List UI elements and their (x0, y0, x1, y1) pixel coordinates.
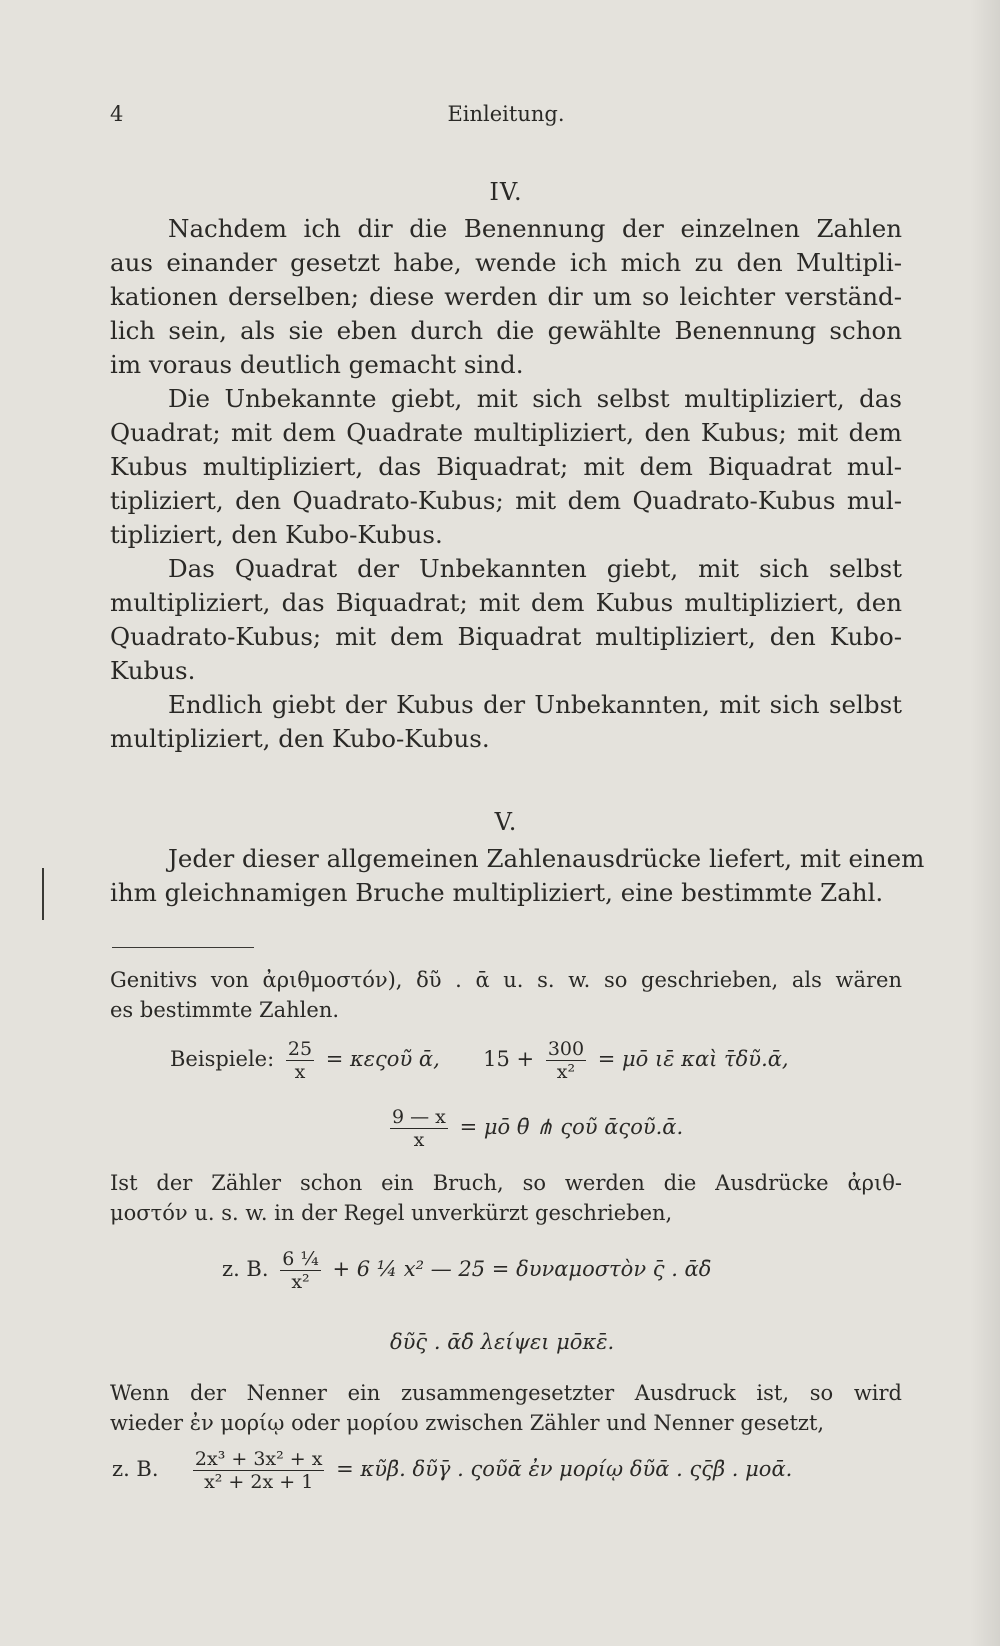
numerator: 6 ¼ (282, 1248, 319, 1270)
paragraph-cube-powers (110, 688, 902, 756)
text-line: Quadrat; mit dem Quadrate multipliziert, den Kubus; mit dem (110, 418, 902, 447)
text-line: Jeder dieser allgemeinen Zahlenausdrücke liefert, mit einem (168, 844, 925, 873)
fraction (286, 1038, 314, 1083)
section-heading-iv: IV. (489, 178, 523, 206)
text-line: Quadrato-Kubus; mit dem Biquadrat multipliziert, den Kubo- (110, 622, 902, 651)
formula-label: z. B. (222, 1257, 269, 1281)
footnote-line: Ist der Zähler schon ein Bruch, so werden die Ausdrücke ἀριθ- (110, 1171, 902, 1195)
page-header (110, 102, 902, 134)
footnote-middle (110, 1168, 902, 1228)
footnote-line: es bestimmte Zahlen. (110, 998, 340, 1022)
text-line: multipliziert, den Kubo-Kubus. (110, 724, 490, 753)
formula-example-2 (385, 1106, 683, 1151)
paragraph-square-powers (110, 552, 902, 688)
text-line: kationen derselben; diese werden dir um so leichter verständ- (110, 282, 902, 311)
formula-rhs: = μο̄ ιε̄ καὶ τ̄δῦ.ᾱ, (597, 1047, 789, 1071)
denominator: x² + 2x + 1 (193, 1470, 325, 1493)
formula-label: z. B. (112, 1457, 159, 1481)
section-heading-v: V. (494, 808, 518, 836)
fraction (193, 1448, 325, 1493)
numerator: 9 — x (392, 1106, 446, 1128)
text-line: tipliziert, den Kubo-Kubus. (110, 520, 443, 549)
numerator: 300 (547, 1038, 585, 1060)
fraction (546, 1038, 586, 1083)
formula-rhs: = κεςοῦ ᾱ, (325, 1047, 440, 1071)
footnote-rule (112, 947, 254, 948)
text-line: ihm gleichnamigen Bruche multipliziert, eine bestimmte Zahl. (110, 878, 884, 907)
footnote-line: Genitivs von ἀριθμοστόν), δῦ . ᾱ u. s. w. so geschrieben, als wären (110, 968, 902, 992)
page-number: 4 (110, 102, 124, 126)
text-line: Das Quadrat der Unbekannten giebt, mit sich selbst (168, 554, 902, 583)
text-line: aus einander gesetzt habe, wende ich mich zu den Multipli- (110, 248, 902, 277)
margin-pencil-mark (42, 868, 44, 920)
formula-example-1 (170, 1038, 789, 1083)
formula-label: Beispiele: (170, 1047, 275, 1071)
footnote-line: Wenn der Nenner ein zusammengesetzter Ausdruck ist, so wird (110, 1381, 902, 1405)
text-line: Kubus. (110, 656, 196, 685)
formula-example-5 (112, 1448, 792, 1493)
formula-lhs: 15 + (483, 1047, 535, 1071)
denominator: x (286, 1060, 314, 1083)
denominator: x (390, 1128, 448, 1151)
running-head: Einleitung. (447, 102, 565, 126)
formula-example-4: δῦς̄ . ᾱδ̄ λείψει μο̄κε̄. (390, 1330, 615, 1354)
formula-rhs: = μο̄ θ̄ ⋔ ςοῦ ᾱςοῦ.ᾱ. (459, 1115, 684, 1139)
paragraph-unknown-powers (110, 382, 902, 552)
paragraph-fractions (110, 842, 925, 910)
footnote-intro (110, 965, 902, 1025)
footnote-line: μοστόν u. s. w. in der Regel unverkürzt geschrieben, (110, 1201, 673, 1225)
text-line: im voraus deutlich gemacht sind. (110, 350, 524, 379)
text-line: multipliziert, das Biquadrat; mit dem Kubus multipliziert, den (110, 588, 902, 617)
text-line: Endlich giebt der Kubus der Unbekannten, mit sich selbst (168, 690, 902, 719)
denominator: x² (546, 1060, 586, 1083)
text-line: tipliziert, den Quadrato-Kubus; mit dem Quadrato-Kubus mul- (110, 486, 902, 515)
denominator: x² (280, 1270, 321, 1293)
formula-example-3 (222, 1248, 711, 1293)
text-line: Kubus multipliziert, das Biquadrat; mit dem Biquadrat mul- (110, 452, 902, 481)
text-line: Nachdem ich dir die Benennung der einzelnen Zahlen (168, 214, 902, 243)
numerator: 25 (287, 1038, 313, 1060)
fraction (390, 1106, 448, 1151)
formula-rhs: + 6 ¼ x² — 25 = δυναμοστὸν ς̄ . ᾱδ̄ (332, 1257, 712, 1281)
page-edge-shadow (970, 0, 1000, 1646)
paragraph-multiplications-intro (110, 212, 902, 382)
text-line: lich sein, als sie eben durch die gewählte Benennung schon (110, 316, 902, 345)
formula-rhs: = κῦβ̄. δῦγ̄ . ςοῦᾱ ἐν μορίῳ δῦᾱ . ςς̄β̄ . μοᾱ. (336, 1457, 793, 1481)
footnote-line: wieder ἐν μορίῳ oder μορίου zwischen Zähler und Nenner gesetzt, (110, 1411, 825, 1435)
numerator: 2x³ + 3x² + x (194, 1448, 323, 1470)
footnote-end (110, 1378, 902, 1438)
fraction (280, 1248, 321, 1293)
text-line: Die Unbekannte giebt, mit sich selbst multipliziert, das (168, 384, 902, 413)
